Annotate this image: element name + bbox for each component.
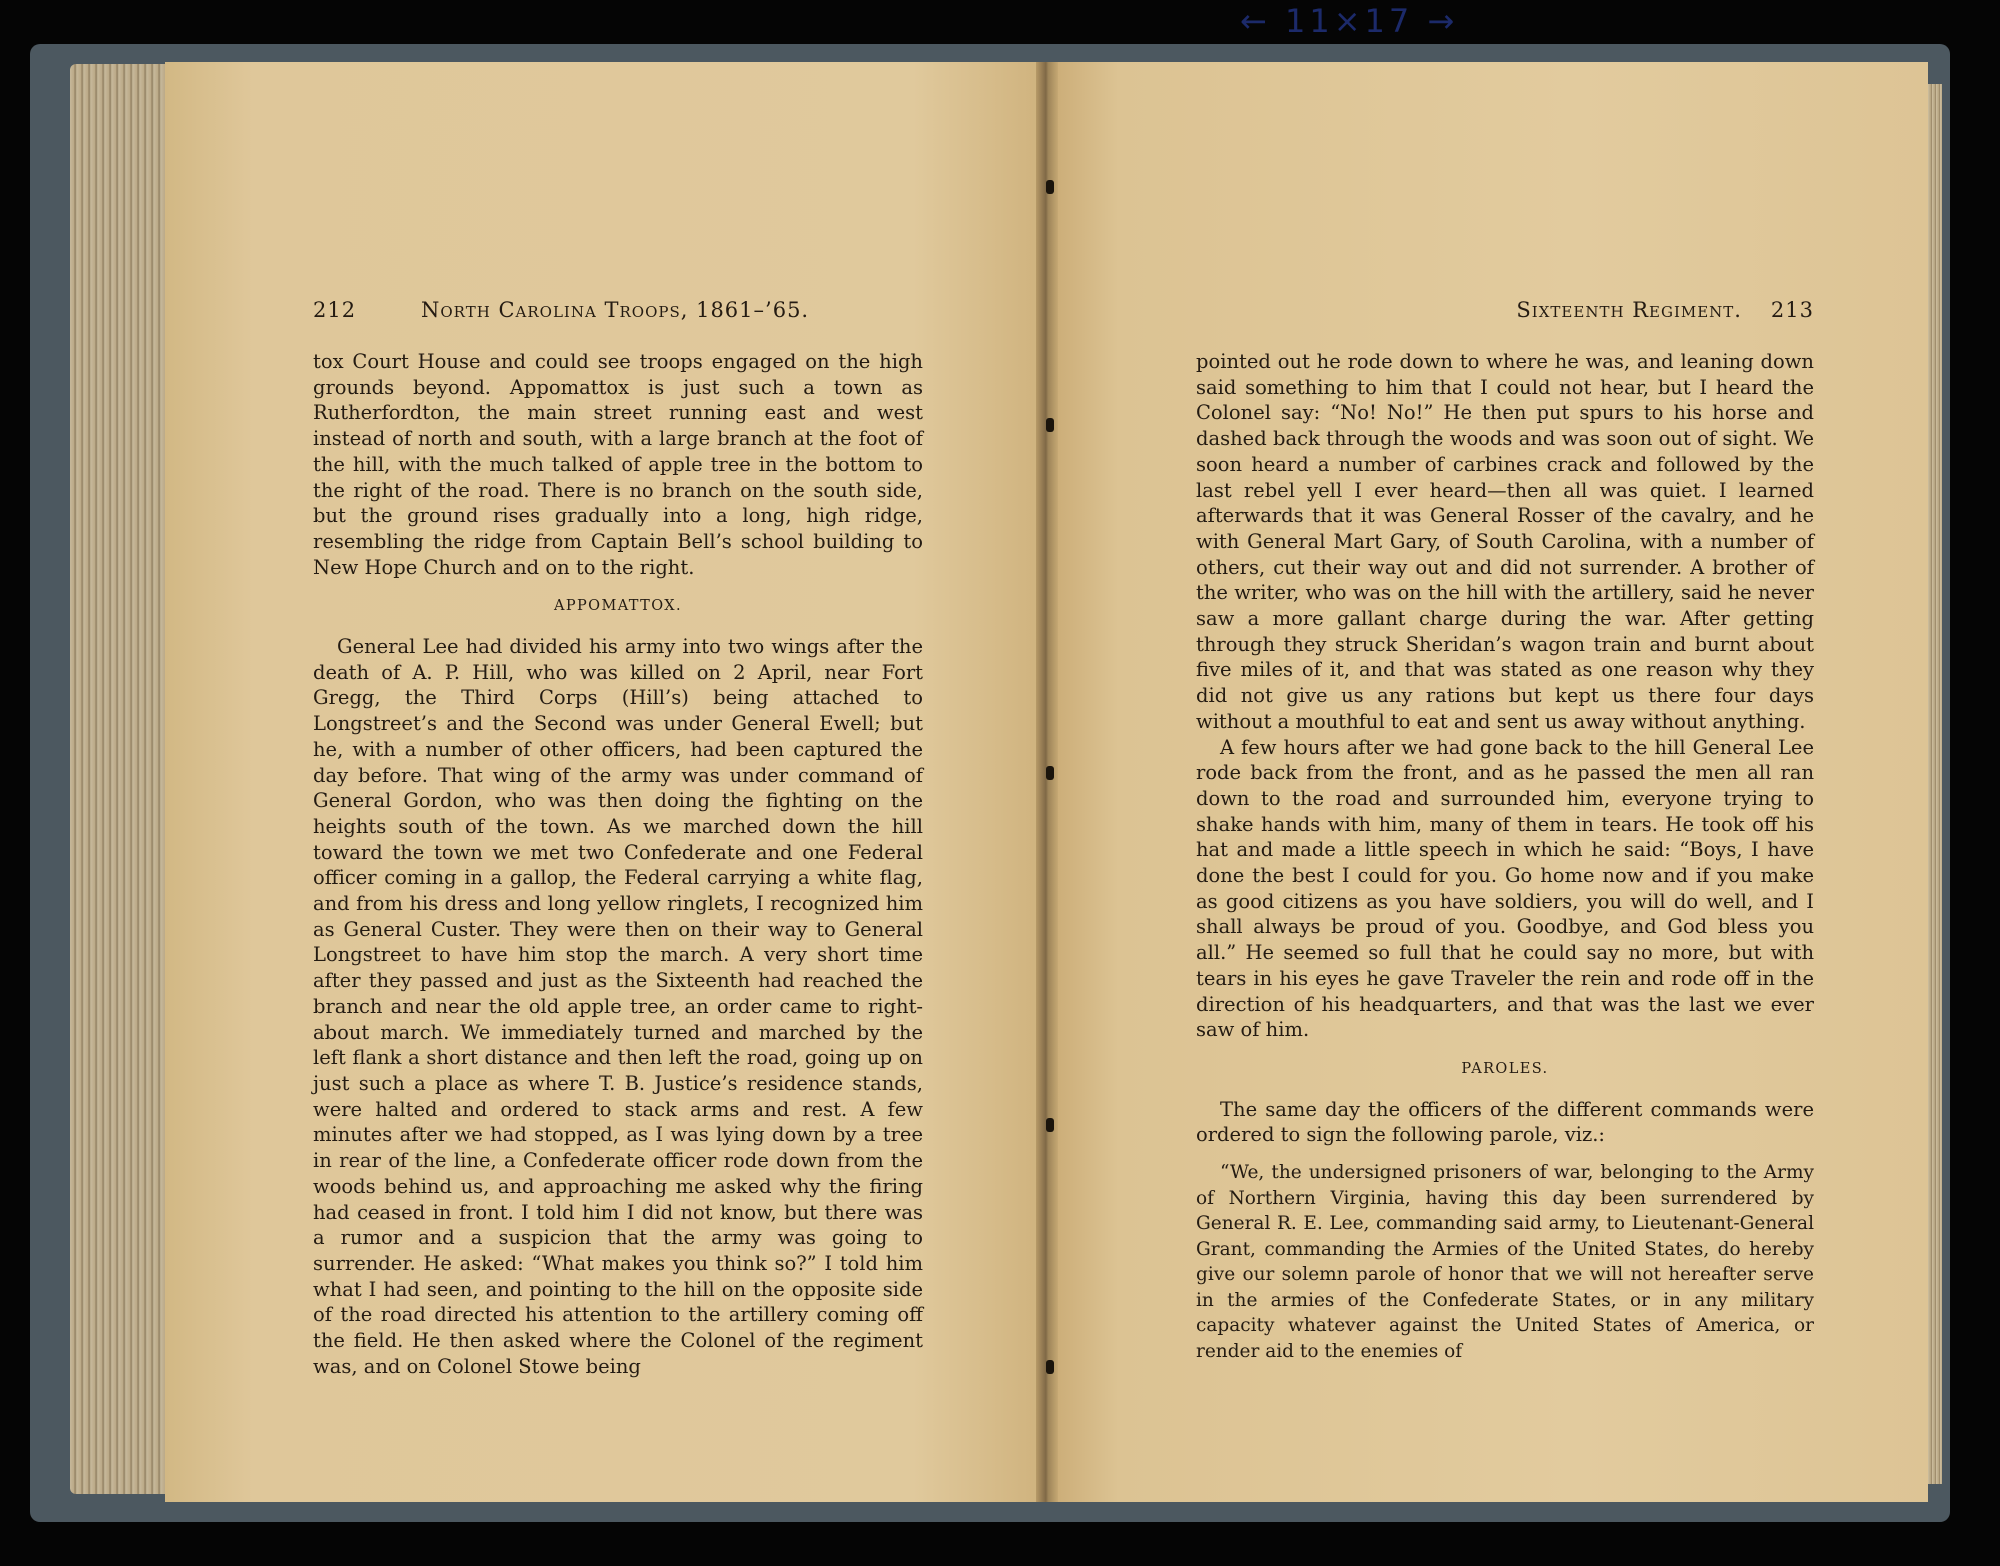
paroles-heading: PAROLES. [1461,1060,1549,1077]
left-page-edges [70,64,170,1494]
binding-thread [1046,418,1054,432]
binding-thread [1046,1360,1054,1374]
left-body-text [313,349,923,1379]
left-running-title: North Carolina Troops, 1861–’65. [421,298,810,322]
right-page-number: 213 [1770,298,1814,322]
right-page [1048,62,1928,1502]
parole-quote: “We, the undersigned prisoners of war, belonging to the Army of Northern Virginia, having this day been surrendered by General R. E. Lee, commanding said army, to Lieutenant-General Grant, commanding the Armies of the United States, do hereby give our solemn parole of honor that we will not hereafter serve in the armies of the Confederate States, or in any military capacity whatever against the United States of America, or render aid to the enemies of [1196,1162,1814,1362]
left-opening-paragraph: tox Court House and could see troops engaged on the high grounds beyond. Appomattox is just such a town as Rutherfordton, the main street running east and west instead of north and south, with a large branch at the foot of the hill, with the much talked of apple tree in the bottom to the right of the road. There is no branch on the south side, but the ground rises gradually into a long, high ridge, resembling the ridge from Captain Bell’s school building to New Hope Church and on to the right. [313,350,923,579]
right-running-title: Sixteenth Regiment. [1516,298,1742,322]
appomattox-paragraph: General Lee had divided his army into two wings after the death of A. P. Hill, who was killed on 2 April, near Fort Gregg, the Third Corps (Hill’s) being attached to Longstreet’s and the Second was under General Ewell; but he, with a number of other officers, had been captured the day before. That wing of the army was under command of General Gordon, who was then doing the fighting on the heights south of the town. As we marched down the hill toward the town we met two Confederate and one Federal officer coming in a gallop, the Federal carrying a white flag, and from his dress and long yellow ringlets, I recognized him as General Custer. They were then on their way to General Longstreet to have him stop the march. A very short time after they passed and just as the Sixteenth had reached the branch and near the old apple tree, an order came to right-about march. We immediately turned and marched by the left flank a short distance and then left the road, going up on just such a place as where T. B. Justice’s residence stands, were halted and ordered to stack arms and rest. A few minutes after we had stopped, as I was lying down by a tree in rear of the line, a Confederate officer rode down from the woods behind us, and approaching me asked why the firing had ceased in front. I told him I did not know, but there was a rumor and a suspicion that the army was going to surrender. He asked: “What makes you think so?” I told him what I had seen, and pointing to the hill on the opposite side of the road directed his attention to the artillery coming off the field. He then asked where the Colonel of the regiment was, and on Colonel Stowe being [313,635,923,1378]
book-gutter [1036,62,1058,1502]
appomattox-heading: APPOMATTOX. [554,598,682,615]
right-opening-paragraph: pointed out he rode down to where he was, and leaning down said something to him that I could not hear, but I heard the Colonel say: “No! No!” He then put spurs to his horse and dashed back through the woods and was soon out of sight. We soon heard a number of carbines crack and followed by the last rebel yell I ever heard—then all was quiet. I learned afterwards that it was General Rosser of the cavalry, and he with General Mart Gary, of South Carolina, with a number of others, cut their way out and did not surrender. A brother of the writer, who was on the hill with the artillery, said he never saw a more gallant charge during the war. After getting through they struck Sheridan’s wagon train and burnt about five miles of it, and that was stated as one reason why they did not give us any rations but kept us there four days without a mouthful to eat and sent us away without anything. [1196,350,1814,733]
left-page [165,62,1045,1502]
scan-size-label: ← 11×17 → [1240,2,1459,40]
binding-thread [1046,180,1054,194]
binding-thread [1046,1118,1054,1132]
binding-thread [1046,766,1054,780]
lee-farewell-paragraph: A few hours after we had gone back to the hill General Lee rode back from the front, and as he passed the men all ran down to the road and surrounded him, everyone trying to shake hands with him, many of them in tears. He took off his hat and made a little speech in which he said: “Boys, I have done the best I could for you. Go home now and if you make as good citizens as you have soldiers, you will do well, and I shall always be proud of you. Goodbye, and God bless you all.” He seemed so full that he could say no more, but with tears in his eyes he gave Traveler the rein and rode off in the direction of his headquarters, and that was the last we ever saw of him. [1196,735,1814,1042]
left-page-number: 212 [313,298,357,322]
paroles-paragraph: The same day the officers of the different commands were ordered to sign the following parole, viz.: [1196,1097,1814,1147]
right-body-text [1196,349,1814,1364]
